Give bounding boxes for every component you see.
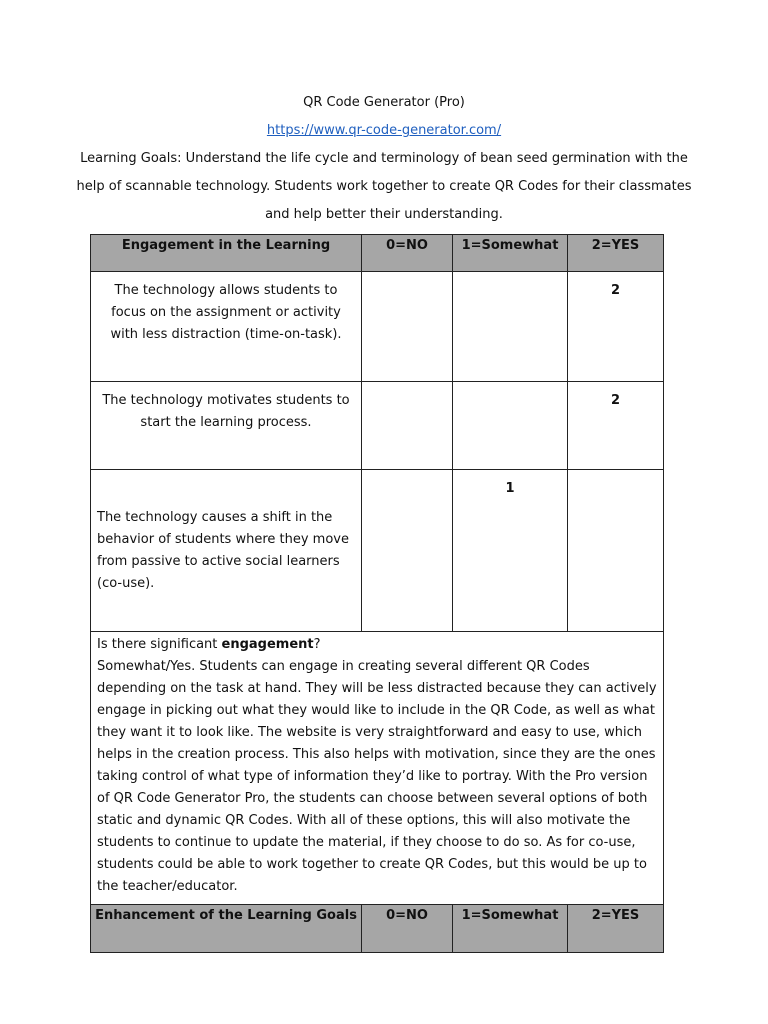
header-no: 0=NO (362, 235, 453, 272)
score-somewhat-cell: 1 (453, 470, 568, 632)
score-no-cell (362, 470, 453, 632)
header-yes: 2=YES (568, 235, 664, 272)
header-enhancement: Enhancement of the Learning Goals (91, 905, 362, 953)
website-link[interactable]: https://www.qr-code-generator.com/ (266, 123, 502, 138)
score-somewhat-cell (453, 382, 568, 470)
learning-goals-line-3: and help better their understanding. (265, 207, 503, 222)
learning-goals (60, 145, 708, 229)
criterion-cell: The technology causes a shift in the behavior of students where they move from passive to active social learners (co-use). (91, 470, 362, 632)
header-somewhat: 1=Somewhat (453, 905, 568, 953)
table-row (91, 470, 664, 632)
enhancement-header-row (91, 905, 664, 953)
header-engagement: Engagement in the Learning (91, 235, 362, 272)
question-prefix: Is there significant (97, 637, 222, 652)
header-somewhat: 1=Somewhat (453, 235, 568, 272)
header-no: 0=NO (362, 905, 453, 953)
engagement-header-row (91, 235, 664, 272)
table-row (91, 382, 664, 470)
header-yes: 2=YES (568, 905, 664, 953)
score-yes-cell (568, 470, 664, 632)
table-row (91, 272, 664, 382)
engagement-question (97, 634, 657, 656)
score-yes-cell: 2 (568, 382, 664, 470)
question-suffix: ? (313, 637, 321, 652)
criterion-cell: The technology motivates students to start the learning process. (91, 382, 362, 470)
engagement-rubric-table (90, 234, 664, 953)
learning-goals-line-2: help of scannable technology. Students work together to create QR Codes for their classmates (76, 179, 692, 194)
criterion-cell: The technology allows students to focus on the assignment or activity with less distraction (time-on-task). (91, 272, 362, 382)
score-no-cell (362, 382, 453, 470)
engagement-answer: Somewhat/Yes. Students can engage in creating several different QR Codes depending on the task at hand. They will be less distracted because they can actively engage in picking out what they would like to include in the QR Code, as well as what they want it to look like. The website is very straightforward and easy to use, which helps in the creation process. This also helps with motivation, since they are the ones taking control of what type of information they’d like to portray. With the Pro version of QR Code Generator Pro, the students can choose between several options of both static and dynamic QR Codes. With all of these options, this will also motivate the students to continue to update the material, if they choose to do so. As for co-use, students could be able to work together to create QR Codes, but this would be up to the teacher/educator. (97, 659, 657, 894)
question-bold-term: engagement (221, 637, 314, 652)
engagement-summary-cell (91, 632, 664, 905)
document-title: QR Code Generator (Pro) (303, 95, 465, 110)
learning-goals-line-1: Learning Goals: Understand the life cycle and terminology of bean seed germination with the (80, 151, 688, 166)
score-yes-cell: 2 (568, 272, 664, 382)
score-no-cell (362, 272, 453, 382)
score-somewhat-cell (453, 272, 568, 382)
engagement-summary-row (91, 632, 664, 905)
